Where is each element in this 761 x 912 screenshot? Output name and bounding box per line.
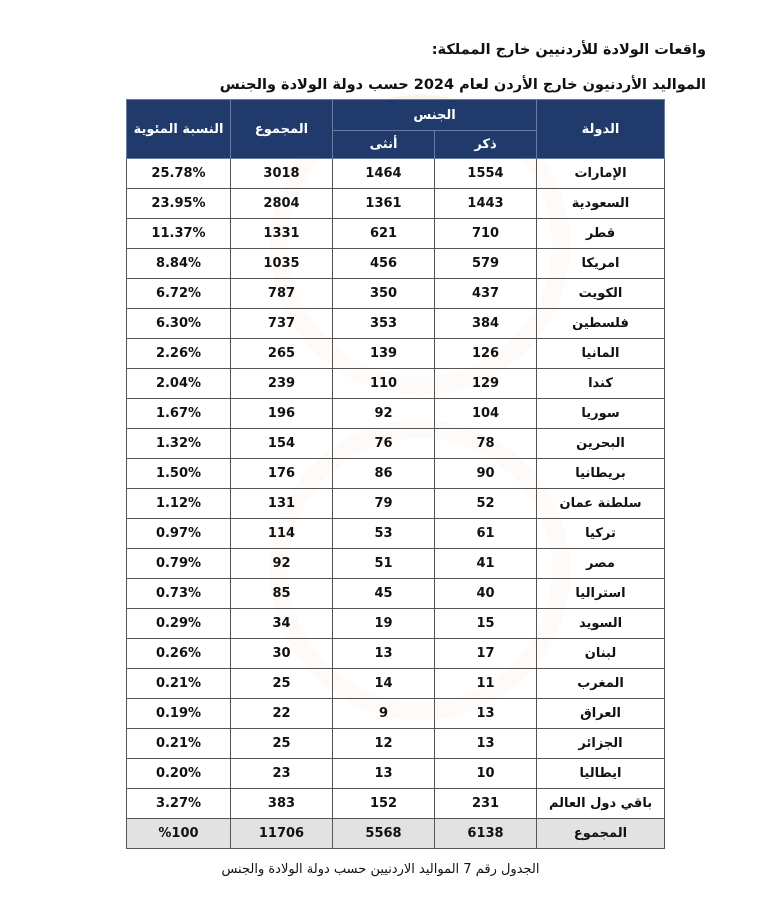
cell-percent: 2.26% (127, 339, 231, 369)
header-gender: الجنس (333, 100, 537, 131)
cell-male: 437 (435, 279, 537, 309)
total-total: 11706 (231, 819, 333, 849)
cell-percent: 1.50% (127, 459, 231, 489)
table-row (127, 489, 665, 519)
table-row (127, 399, 665, 429)
table-row (127, 369, 665, 399)
cell-female: 621 (333, 219, 435, 249)
cell-female: 45 (333, 579, 435, 609)
cell-total: 131 (231, 489, 333, 519)
cell-percent: 2.04% (127, 369, 231, 399)
cell-female: 92 (333, 399, 435, 429)
cell-country: مصر (537, 549, 665, 579)
total-female: 5568 (333, 819, 435, 849)
header-female: أنثى (333, 131, 435, 159)
cell-percent: 1.32% (127, 429, 231, 459)
cell-country: المغرب (537, 669, 665, 699)
cell-total: 265 (231, 339, 333, 369)
table-row (127, 219, 665, 249)
cell-total: 383 (231, 789, 333, 819)
cell-percent: 11.37% (127, 219, 231, 249)
table-row (127, 309, 665, 339)
total-percent: %100 (127, 819, 231, 849)
cell-male: 52 (435, 489, 537, 519)
cell-percent: 1.67% (127, 399, 231, 429)
cell-total: 25 (231, 729, 333, 759)
cell-percent: 1.12% (127, 489, 231, 519)
total-male: 6138 (435, 819, 537, 849)
total-label: المجموع (537, 819, 665, 849)
cell-percent: 0.29% (127, 609, 231, 639)
cell-female: 456 (333, 249, 435, 279)
table-row (127, 699, 665, 729)
cell-total: 787 (231, 279, 333, 309)
cell-female: 12 (333, 729, 435, 759)
cell-total: 2804 (231, 189, 333, 219)
cell-female: 51 (333, 549, 435, 579)
cell-female: 1361 (333, 189, 435, 219)
table-row (127, 189, 665, 219)
cell-country: الإمارات (537, 159, 665, 189)
cell-percent: 3.27% (127, 789, 231, 819)
cell-total: 176 (231, 459, 333, 489)
cell-male: 13 (435, 699, 537, 729)
cell-male: 78 (435, 429, 537, 459)
section-heading: واقعات الولادة للأردنيين خارج المملكة: (431, 42, 706, 58)
cell-country: السعودية (537, 189, 665, 219)
cell-male: 129 (435, 369, 537, 399)
table-row (127, 609, 665, 639)
cell-country: قطر (537, 219, 665, 249)
cell-percent: 0.79% (127, 549, 231, 579)
cell-percent: 6.72% (127, 279, 231, 309)
table-row (127, 459, 665, 489)
cell-total: 22 (231, 699, 333, 729)
cell-male: 41 (435, 549, 537, 579)
header-country: الدولة (537, 100, 665, 159)
cell-female: 353 (333, 309, 435, 339)
cell-percent: 0.26% (127, 639, 231, 669)
header-percent: النسبة المئوية (127, 100, 231, 159)
cell-female: 13 (333, 639, 435, 669)
cell-total: 92 (231, 549, 333, 579)
cell-total: 34 (231, 609, 333, 639)
cell-total: 30 (231, 639, 333, 669)
births-table (126, 99, 665, 849)
cell-total: 239 (231, 369, 333, 399)
cell-percent: 6.30% (127, 309, 231, 339)
cell-percent: 0.97% (127, 519, 231, 549)
cell-male: 11 (435, 669, 537, 699)
table-row (127, 789, 665, 819)
cell-female: 53 (333, 519, 435, 549)
table-row (127, 339, 665, 369)
table-row (127, 249, 665, 279)
cell-female: 1464 (333, 159, 435, 189)
header-male: ذكر (435, 131, 537, 159)
cell-male: 231 (435, 789, 537, 819)
cell-male: 17 (435, 639, 537, 669)
table-row (127, 639, 665, 669)
cell-female: 14 (333, 669, 435, 699)
cell-total: 3018 (231, 159, 333, 189)
cell-male: 104 (435, 399, 537, 429)
cell-country: فلسطين (537, 309, 665, 339)
cell-percent: 8.84% (127, 249, 231, 279)
cell-country: كندا (537, 369, 665, 399)
cell-country: امريكا (537, 249, 665, 279)
cell-female: 86 (333, 459, 435, 489)
cell-total: 25 (231, 669, 333, 699)
cell-country: ايطاليا (537, 759, 665, 789)
cell-percent: 0.19% (127, 699, 231, 729)
cell-country: السويد (537, 609, 665, 639)
cell-total: 1331 (231, 219, 333, 249)
cell-country: العراق (537, 699, 665, 729)
cell-percent: 0.21% (127, 669, 231, 699)
cell-country: لبنان (537, 639, 665, 669)
cell-country: سلطنة عمان (537, 489, 665, 519)
cell-male: 90 (435, 459, 537, 489)
cell-percent: 23.95% (127, 189, 231, 219)
cell-female: 79 (333, 489, 435, 519)
header-total: المجموع (231, 100, 333, 159)
cell-female: 110 (333, 369, 435, 399)
cell-female: 152 (333, 789, 435, 819)
cell-country: الجزائر (537, 729, 665, 759)
cell-male: 384 (435, 309, 537, 339)
cell-male: 61 (435, 519, 537, 549)
cell-country: المانيا (537, 339, 665, 369)
cell-country: تركيا (537, 519, 665, 549)
cell-percent: 0.20% (127, 759, 231, 789)
table-caption: الجدول رقم 7 المواليد الاردنيين حسب دولة الولادة والجنس (221, 862, 540, 877)
cell-female: 139 (333, 339, 435, 369)
cell-female: 19 (333, 609, 435, 639)
cell-percent: 25.78% (127, 159, 231, 189)
cell-total: 154 (231, 429, 333, 459)
table-row (127, 429, 665, 459)
table-row (127, 729, 665, 759)
total-row (127, 819, 665, 849)
cell-female: 13 (333, 759, 435, 789)
cell-male: 1443 (435, 189, 537, 219)
cell-total: 85 (231, 579, 333, 609)
table-row (127, 549, 665, 579)
table-row (127, 279, 665, 309)
cell-total: 114 (231, 519, 333, 549)
table-row (127, 159, 665, 189)
cell-total: 737 (231, 309, 333, 339)
cell-total: 1035 (231, 249, 333, 279)
cell-country: البحرين (537, 429, 665, 459)
table-row (127, 669, 665, 699)
cell-country: باقي دول العالم (537, 789, 665, 819)
cell-male: 710 (435, 219, 537, 249)
cell-total: 196 (231, 399, 333, 429)
cell-male: 579 (435, 249, 537, 279)
cell-female: 9 (333, 699, 435, 729)
cell-male: 1554 (435, 159, 537, 189)
cell-percent: 0.73% (127, 579, 231, 609)
cell-female: 350 (333, 279, 435, 309)
cell-percent: 0.21% (127, 729, 231, 759)
table-row (127, 519, 665, 549)
cell-total: 23 (231, 759, 333, 789)
cell-female: 76 (333, 429, 435, 459)
table-row (127, 759, 665, 789)
cell-male: 15 (435, 609, 537, 639)
cell-male: 40 (435, 579, 537, 609)
table-title: المواليد الأردنيون خارج الأردن لعام 2024 حسب دولة الولادة والجنس (219, 77, 706, 93)
cell-country: سوريا (537, 399, 665, 429)
cell-country: الكويت (537, 279, 665, 309)
table-row (127, 579, 665, 609)
cell-male: 13 (435, 729, 537, 759)
cell-male: 126 (435, 339, 537, 369)
cell-country: استراليا (537, 579, 665, 609)
cell-country: بريطانيا (537, 459, 665, 489)
cell-male: 10 (435, 759, 537, 789)
